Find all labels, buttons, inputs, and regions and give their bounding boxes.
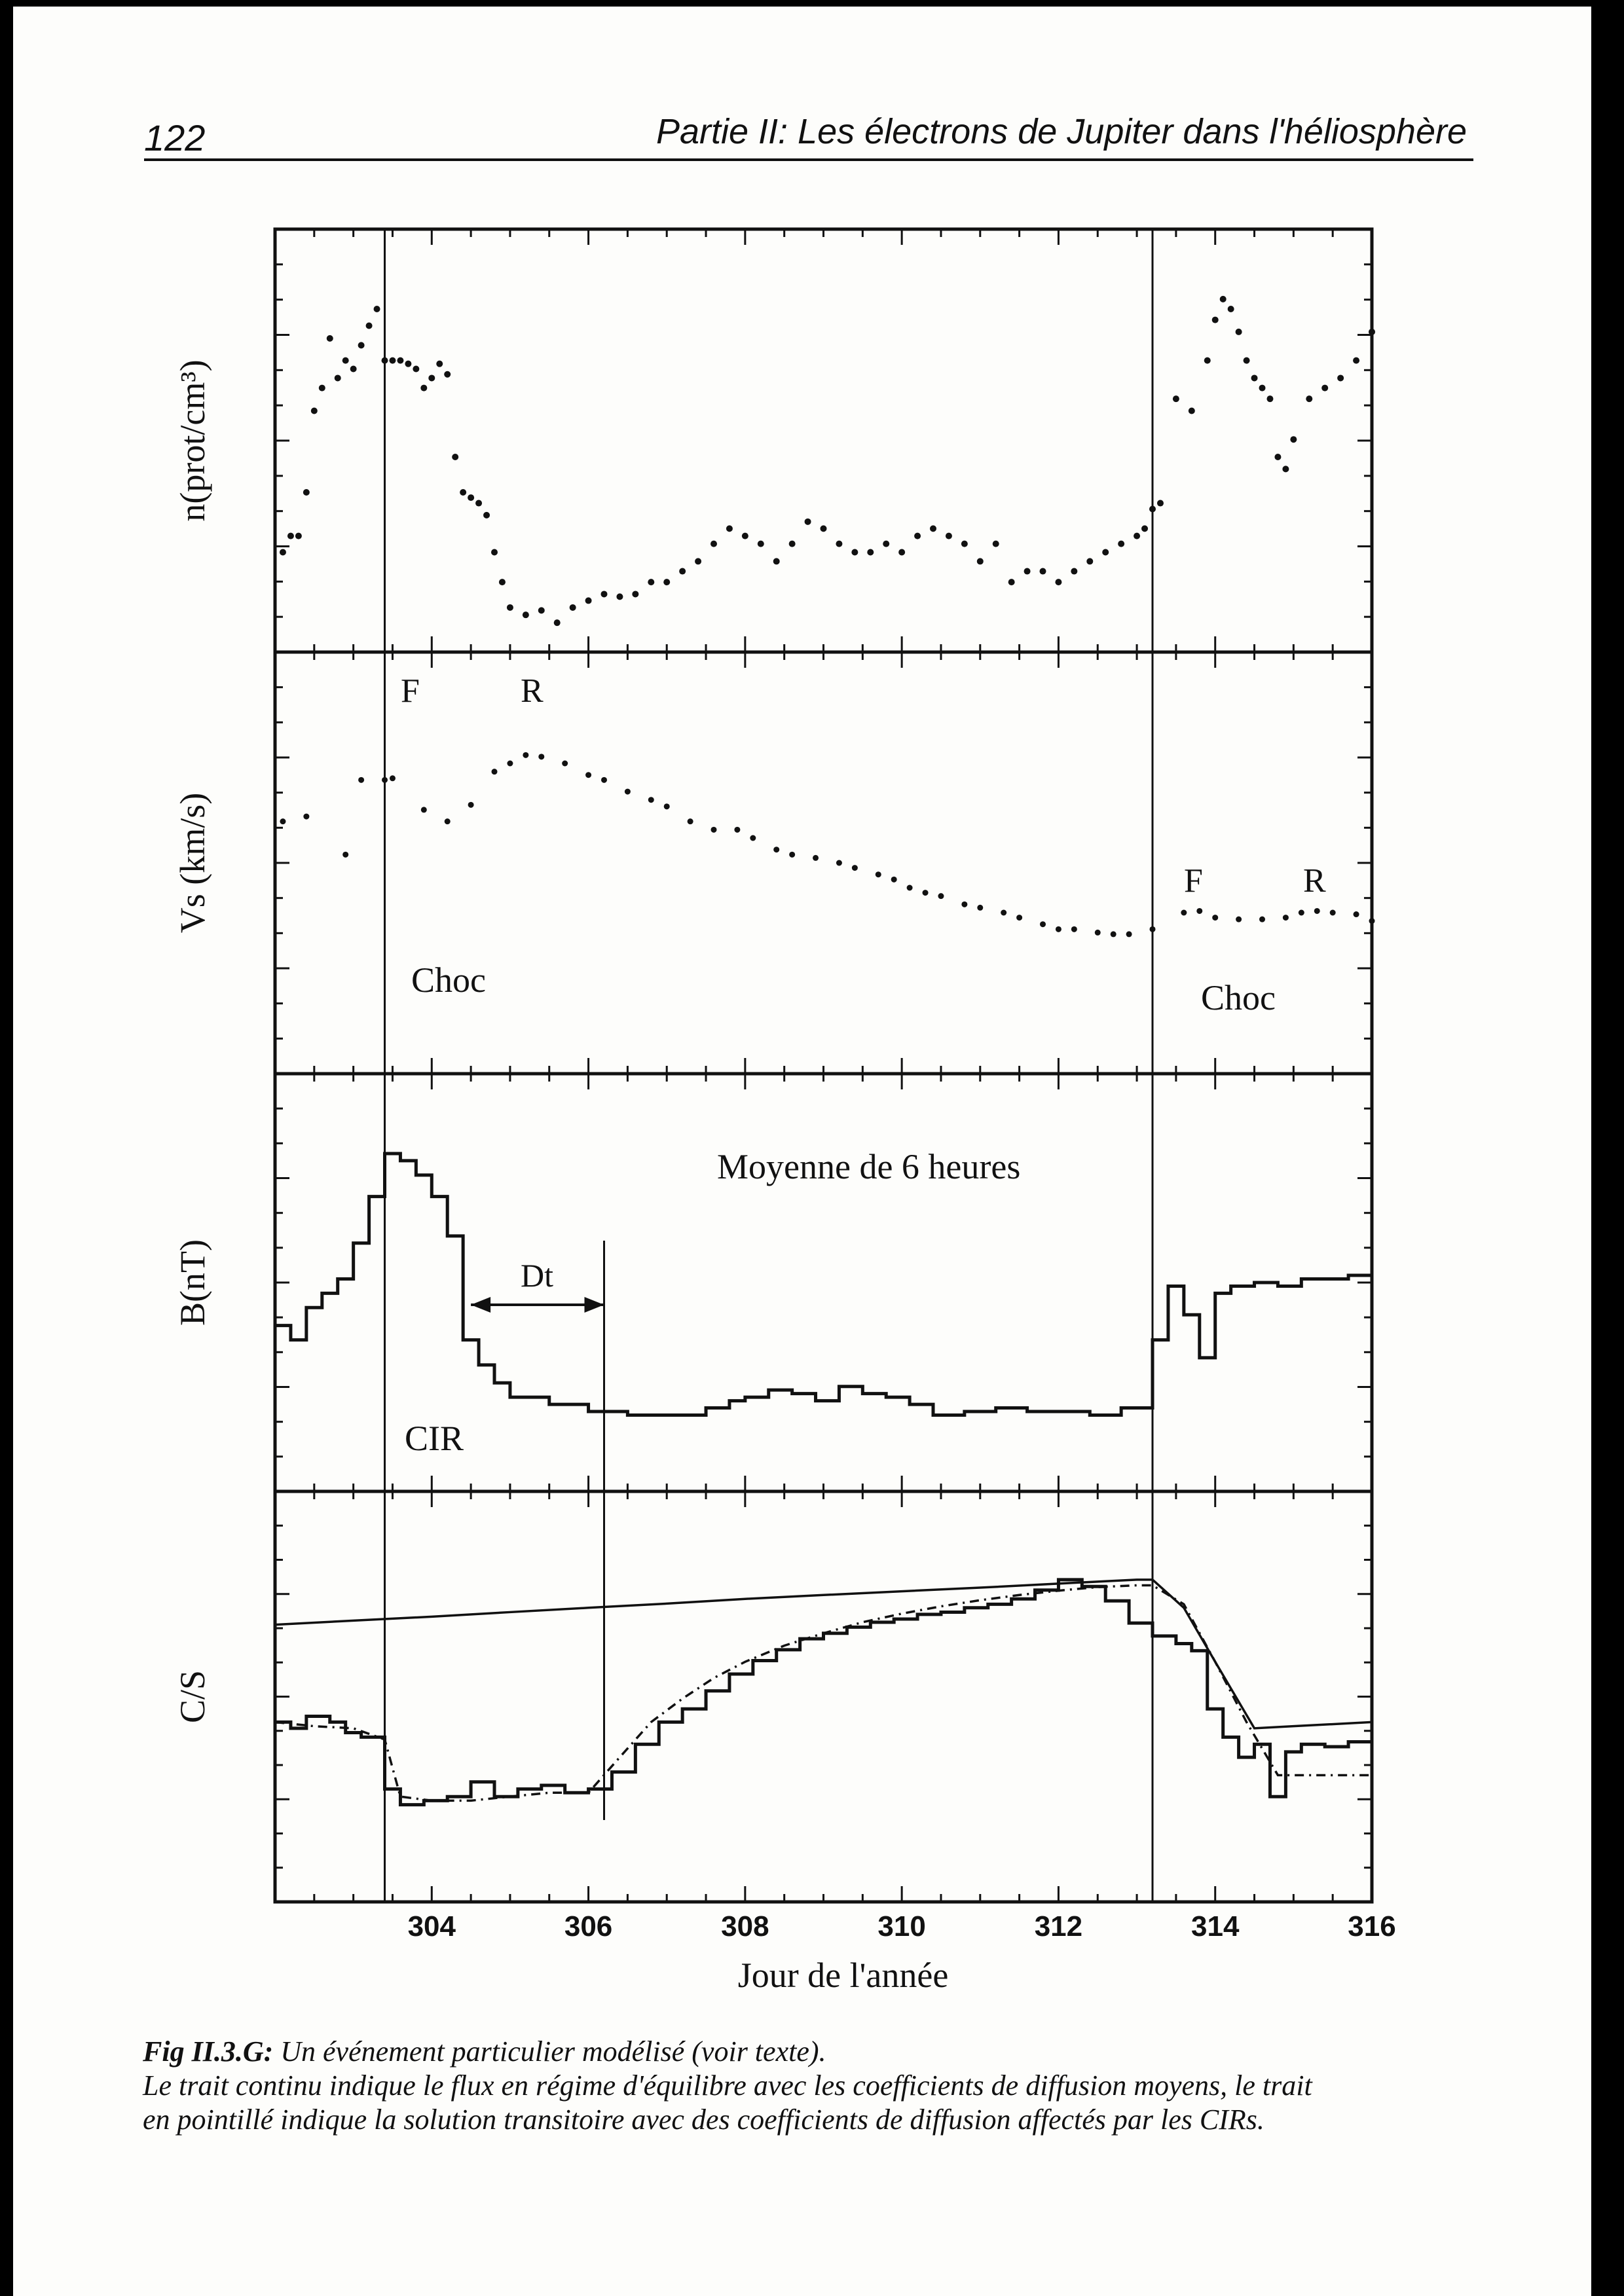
speed-point <box>523 752 528 758</box>
density-point <box>726 525 733 532</box>
density-point <box>977 558 984 564</box>
density-point <box>570 604 576 611</box>
figure-caption-line2: Le trait continu indique le flux en régime d'équilibre avec les coefficients de diffusion moyens, le trait <box>143 2069 1312 2102</box>
annotation-cir: CIR <box>405 1419 464 1458</box>
speed-point <box>876 871 881 877</box>
speed-point <box>601 777 607 783</box>
y-axis-label-speed: Vs (km/s) <box>173 792 212 934</box>
density-point <box>1353 357 1359 364</box>
density-point <box>805 519 811 525</box>
speed-point <box>1259 917 1265 922</box>
density-point <box>961 541 968 547</box>
density-point <box>1071 568 1077 575</box>
density-point <box>632 591 638 597</box>
speed-point <box>1056 926 1061 932</box>
density-point <box>710 541 717 547</box>
density-point <box>350 366 357 373</box>
density-point <box>413 366 419 373</box>
density-point <box>1212 317 1219 323</box>
dt-arrow-head-right <box>585 1297 604 1313</box>
dt-arrow-head-left <box>471 1297 490 1313</box>
panel-frame-density <box>275 229 1372 652</box>
density-point <box>287 533 294 539</box>
speed-point <box>688 818 693 824</box>
speed-point <box>664 803 670 809</box>
density-point <box>311 407 318 414</box>
y-axis-label-counts: C/S <box>173 1669 212 1724</box>
density-point <box>585 597 592 604</box>
density-point <box>851 549 858 555</box>
density-point <box>836 541 842 547</box>
speed-point <box>1354 911 1359 917</box>
speed-point <box>1071 926 1077 932</box>
speed-point <box>1236 917 1242 922</box>
density-point <box>1259 385 1266 392</box>
counts-step-line <box>275 1580 1372 1805</box>
density-point <box>1149 505 1156 512</box>
annotation-R-2: R <box>1303 862 1326 900</box>
density-point <box>1189 407 1195 414</box>
density-point <box>1008 579 1015 585</box>
speed-point <box>1299 910 1304 916</box>
speed-point <box>648 797 654 803</box>
annotation-moyenne: Moyenne de 6 heures <box>717 1147 1021 1186</box>
page-number: 122 <box>144 117 206 158</box>
y-axis-label-field: B(nT) <box>173 1239 212 1326</box>
density-point <box>616 593 623 600</box>
density-point <box>452 454 458 460</box>
speed-point <box>421 807 427 812</box>
density-point <box>335 374 341 381</box>
density-point <box>436 361 443 367</box>
annotation-dt: Dt <box>521 1257 553 1294</box>
x-tick-label: 304 <box>407 1910 456 1942</box>
density-point <box>742 533 748 539</box>
speed-point <box>1126 931 1132 937</box>
speed-point <box>1095 930 1101 936</box>
speed-point <box>1001 910 1006 916</box>
x-axis-label: Jour de l'année <box>737 1956 949 1995</box>
figure-caption-line3: en pointillé indique la solution transitoire avec des coefficients de diffusion affectés par les CIRs. <box>143 2104 1264 2136</box>
density-point <box>695 558 701 564</box>
x-tick-label: 316 <box>1348 1910 1396 1942</box>
density-point <box>1141 525 1148 532</box>
density-point <box>1204 357 1211 364</box>
density-point <box>1266 395 1273 402</box>
density-point <box>898 549 905 555</box>
speed-point <box>1369 918 1375 924</box>
figure-label: Fig II.3.G: <box>143 2035 274 2068</box>
speed-point <box>585 772 591 778</box>
density-point <box>538 607 545 613</box>
density-point <box>1321 385 1328 392</box>
annotation-F-2: F <box>1184 862 1203 900</box>
speed-point <box>891 877 897 883</box>
density-point <box>1102 549 1109 555</box>
density-point <box>342 357 349 364</box>
density-point <box>1251 374 1258 381</box>
density-point <box>491 549 498 555</box>
density-point <box>758 541 764 547</box>
density-point <box>295 533 302 539</box>
annotation-choc-2: Choc <box>1201 978 1276 1017</box>
density-point <box>358 342 365 348</box>
density-point <box>883 541 889 547</box>
density-point <box>405 361 411 367</box>
annotation-choc-1: Choc <box>411 960 486 1000</box>
density-point <box>789 541 796 547</box>
speed-point <box>358 777 364 783</box>
density-point <box>1282 465 1289 472</box>
density-point <box>303 489 310 496</box>
density-point <box>1274 454 1281 460</box>
speed-point <box>280 818 286 824</box>
density-point <box>499 579 506 585</box>
density-point <box>428 374 435 381</box>
density-point <box>679 568 686 575</box>
density-point <box>382 357 388 364</box>
density-point <box>554 619 561 626</box>
density-point <box>374 306 380 312</box>
speed-point <box>977 905 983 911</box>
density-point <box>327 335 333 342</box>
density-point <box>867 549 874 555</box>
speed-point <box>1040 921 1046 927</box>
density-point <box>914 533 921 539</box>
speed-point <box>734 827 740 833</box>
density-point <box>468 494 474 501</box>
speed-point <box>445 818 451 824</box>
density-point <box>1290 436 1297 443</box>
speed-point <box>1111 931 1116 937</box>
density-point <box>389 357 396 364</box>
speed-point <box>390 775 396 781</box>
density-point <box>1244 357 1250 364</box>
speed-point <box>1330 910 1336 916</box>
density-point <box>601 591 608 597</box>
speed-point <box>492 769 498 774</box>
density-point <box>946 533 952 539</box>
speed-point <box>750 835 756 841</box>
x-tick-label: 312 <box>1034 1910 1083 1942</box>
figure-caption-text1: Un événement particulier modélisé (voir texte). <box>280 2035 826 2068</box>
density-point <box>1220 296 1227 302</box>
density-point <box>1157 500 1164 507</box>
speed-point <box>789 852 795 858</box>
density-point <box>1369 329 1375 335</box>
speed-point <box>468 802 474 808</box>
speed-point <box>961 902 967 907</box>
density-point <box>507 604 513 611</box>
density-point <box>1024 568 1031 575</box>
annotation-F-1: F <box>401 672 420 710</box>
speed-point <box>711 827 717 833</box>
speed-point <box>1314 908 1320 914</box>
x-tick-label: 314 <box>1191 1910 1240 1942</box>
density-point <box>1173 395 1179 402</box>
density-point <box>773 558 780 564</box>
x-tick-label: 310 <box>877 1910 926 1942</box>
speed-point <box>1181 910 1187 916</box>
speed-point <box>813 855 819 861</box>
speed-point <box>938 893 944 899</box>
x-tick-label: 306 <box>564 1910 613 1942</box>
density-point <box>397 357 403 364</box>
density-point <box>821 525 827 532</box>
density-point <box>1236 329 1242 335</box>
density-point <box>420 385 427 392</box>
density-point <box>444 371 451 378</box>
speed-point <box>1283 915 1289 920</box>
speed-point <box>907 885 913 891</box>
speed-point <box>836 860 842 866</box>
speed-point <box>1016 915 1022 920</box>
y-axis-label-density: n(prot/cm³) <box>173 359 212 522</box>
density-point <box>1306 395 1312 402</box>
speed-point <box>625 789 631 795</box>
density-point <box>1040 568 1046 575</box>
density-point <box>1228 306 1234 312</box>
density-point <box>1118 541 1124 547</box>
speed-point <box>342 852 348 858</box>
density-point <box>280 549 286 555</box>
density-point <box>663 579 670 585</box>
speed-point <box>1212 915 1218 920</box>
speed-point <box>562 761 568 767</box>
speed-point <box>303 814 309 820</box>
speed-point <box>382 777 388 783</box>
density-point <box>1086 558 1093 564</box>
density-point <box>1337 374 1344 381</box>
speed-point <box>1196 908 1202 914</box>
density-point <box>930 525 936 532</box>
x-tick-label: 308 <box>721 1910 769 1942</box>
density-point <box>1134 533 1140 539</box>
density-point <box>483 512 490 519</box>
running-title: Partie II: Les électrons de Jupiter dans l'héliosphère <box>655 112 1467 151</box>
density-point <box>366 323 373 329</box>
speed-point <box>852 865 858 871</box>
annotation-R-1: R <box>521 672 544 710</box>
speed-point <box>773 847 779 852</box>
density-point <box>523 611 529 618</box>
speed-point <box>1150 926 1156 932</box>
density-point <box>648 579 654 585</box>
figure-caption-line1 <box>143 2035 826 2068</box>
field-step-line <box>275 1154 1372 1415</box>
speed-point <box>507 761 513 767</box>
density-point <box>319 385 325 392</box>
speed-point <box>923 890 929 896</box>
speed-point <box>538 754 544 759</box>
density-point <box>1055 579 1061 585</box>
density-point <box>993 541 999 547</box>
density-point <box>460 489 466 496</box>
density-point <box>475 500 482 507</box>
